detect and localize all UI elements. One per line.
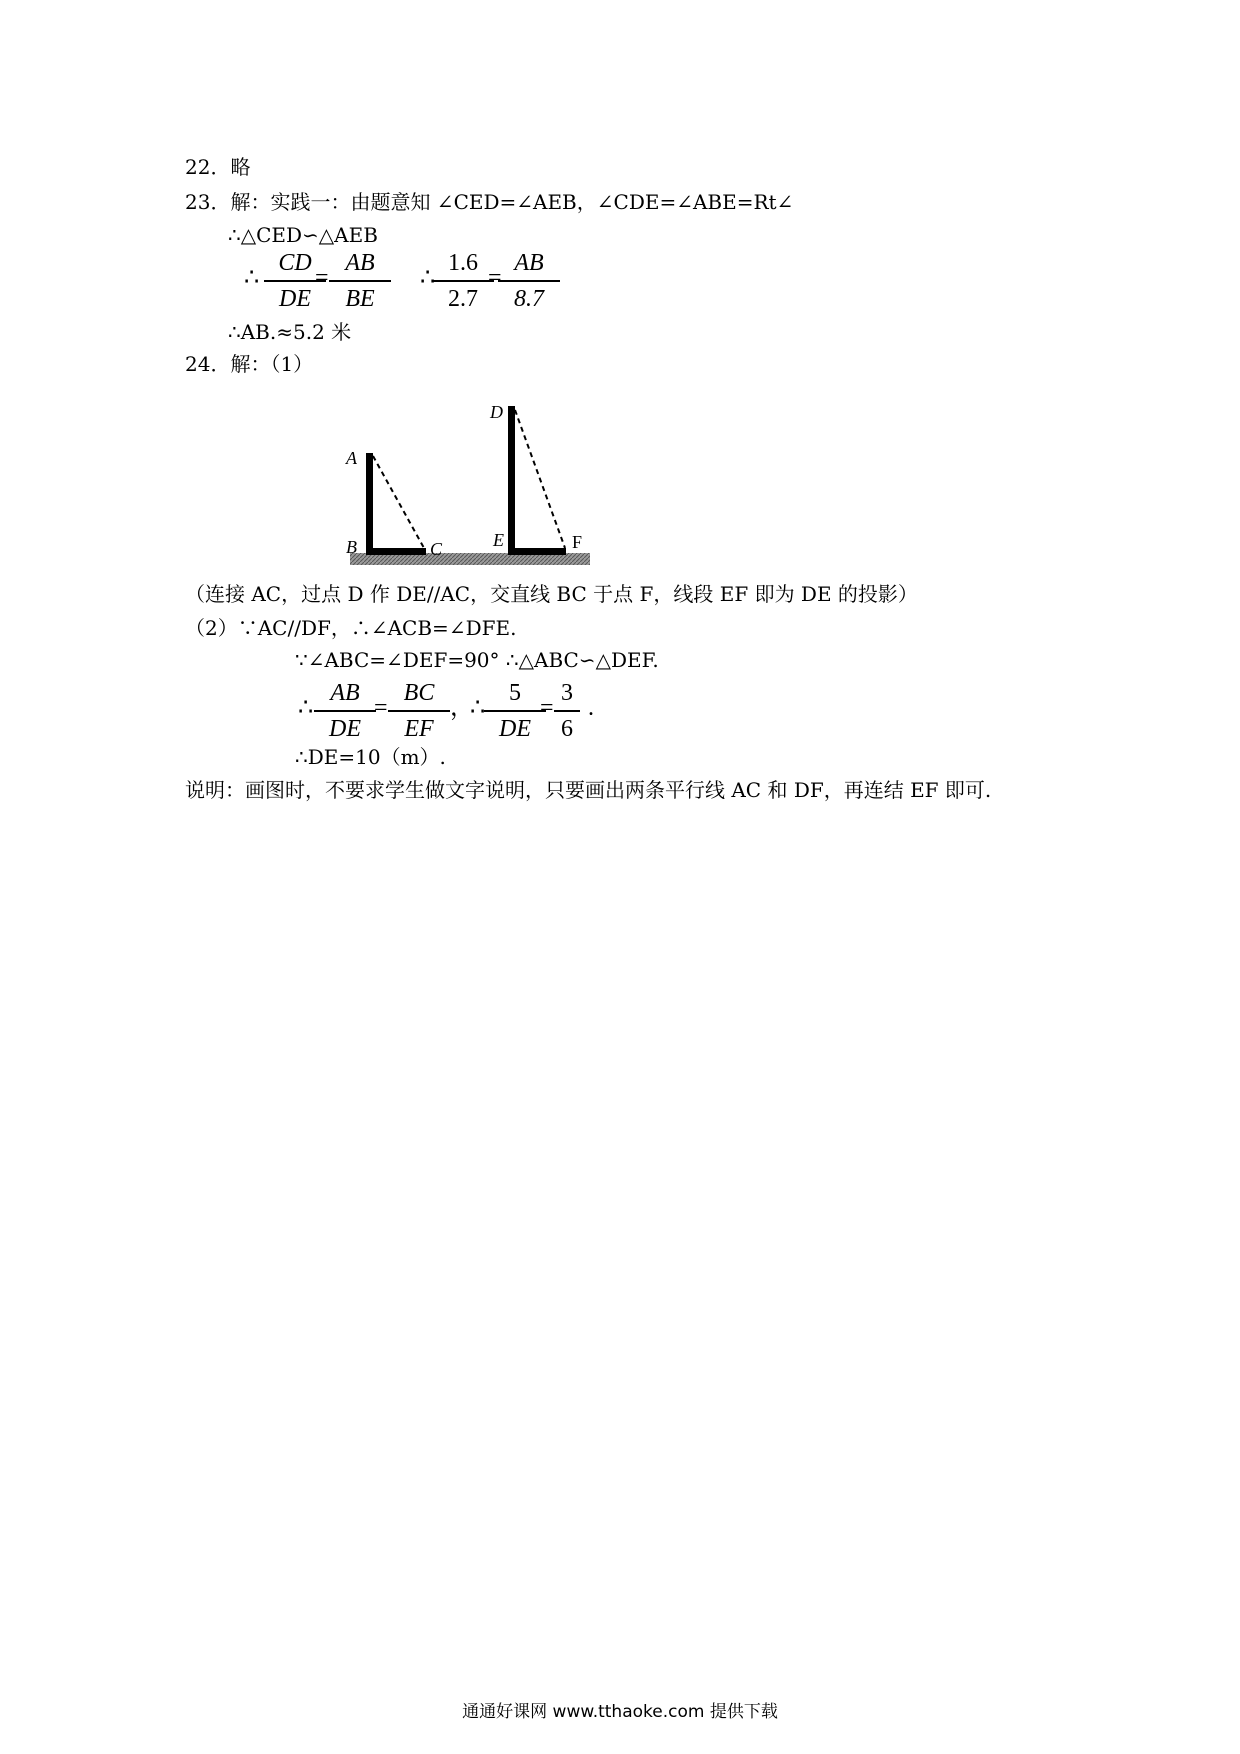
q24-part2-line1: （2）∵AC//DF，∴∠ACB=∠DFE.	[185, 616, 517, 640]
pole-de	[508, 406, 515, 555]
line-df	[515, 410, 565, 548]
q24-fraction-ab-de	[310, 678, 380, 744]
label-d: D	[490, 402, 503, 422]
fraction-numerator: BC	[403, 680, 435, 706]
q23-therefore-2: ∴	[420, 265, 436, 291]
fraction-denominator: 6	[561, 716, 573, 742]
fraction-numerator: CD	[278, 250, 312, 276]
fraction-bar	[329, 280, 391, 282]
q24-therefore-2: ∴	[470, 695, 486, 721]
fraction-numerator: 1.6	[448, 250, 478, 276]
fraction-denominator: DE	[279, 286, 311, 312]
fraction-denominator: DE	[499, 716, 531, 742]
fraction-bar	[388, 710, 450, 712]
q23-line1: 23．解：实践一：由题意知 ∠CED=∠AEB，∠CDE=∠ABE=Rt∠	[185, 190, 794, 214]
q23-line4: ∴AB.≈5.2 米	[228, 320, 352, 344]
footer-source: 通通好课网 www.tthaoke.com 提供下载	[462, 1702, 778, 1722]
q23-equals-2: =	[488, 265, 502, 291]
q23-therefore-1: ∴	[244, 265, 260, 291]
fraction-numerator: AB	[514, 250, 544, 276]
label-f: F	[572, 532, 583, 552]
fraction-denominator: 2.7	[448, 286, 478, 312]
shadow-ef	[508, 548, 566, 555]
fraction-denominator: BE	[345, 286, 375, 312]
q22-text: 22．略	[185, 155, 251, 179]
q24-therefore-1: ∴	[298, 695, 314, 721]
fraction-bar	[554, 710, 580, 712]
fraction-numerator: AB	[345, 250, 375, 276]
q23-equals-1: =	[315, 265, 329, 291]
q23-fraction-ab-8.7	[494, 248, 564, 314]
q24-fraction-bc-ef	[384, 678, 454, 744]
fraction-bar	[314, 710, 376, 712]
fraction-numerator: 3	[561, 680, 573, 706]
q24-comma: ，	[450, 695, 474, 721]
fraction-denominator: DE	[329, 716, 361, 742]
q23-line2: ∴△CED∽△AEB	[228, 223, 378, 247]
q24-part2-line4: ∴DE=10（m）.	[295, 745, 446, 769]
q23-fraction-ab-be	[325, 248, 395, 314]
fraction-numerator: AB	[330, 680, 360, 706]
shadow-projection-figure	[340, 398, 610, 573]
q24-equals-2: =	[540, 695, 554, 721]
q24-equals-1: =	[374, 695, 388, 721]
fraction-denominator: EF	[404, 716, 434, 742]
fraction-bar	[498, 280, 560, 282]
q24-caption: （连接 AC，过点 D 作 DE//AC，交直线 BC 于点 F，线段 EF 即为 DE 的投影）	[185, 582, 918, 606]
q24-period: .	[588, 695, 594, 721]
label-a: A	[346, 448, 357, 468]
q24-part2-line2: ∵∠ABC=∠DEF=90° ∴△ABC∽△DEF.	[295, 648, 659, 672]
fraction-numerator: 5	[509, 680, 521, 706]
fraction-denominator: 8.7	[514, 286, 544, 312]
q24-line1: 24．解：（1）	[185, 352, 314, 376]
label-e: E	[493, 530, 504, 550]
label-b: B	[346, 537, 357, 557]
fraction-bar	[432, 280, 494, 282]
line-ac	[373, 456, 424, 548]
shadow-bc	[366, 548, 426, 555]
pole-ab	[366, 453, 373, 555]
label-c: C	[430, 539, 443, 559]
explanation-note: 说明：画图时，不要求学生做文字说明，只要画出两条平行线 AC 和 DF，再连结 EF 即可.	[185, 778, 992, 802]
